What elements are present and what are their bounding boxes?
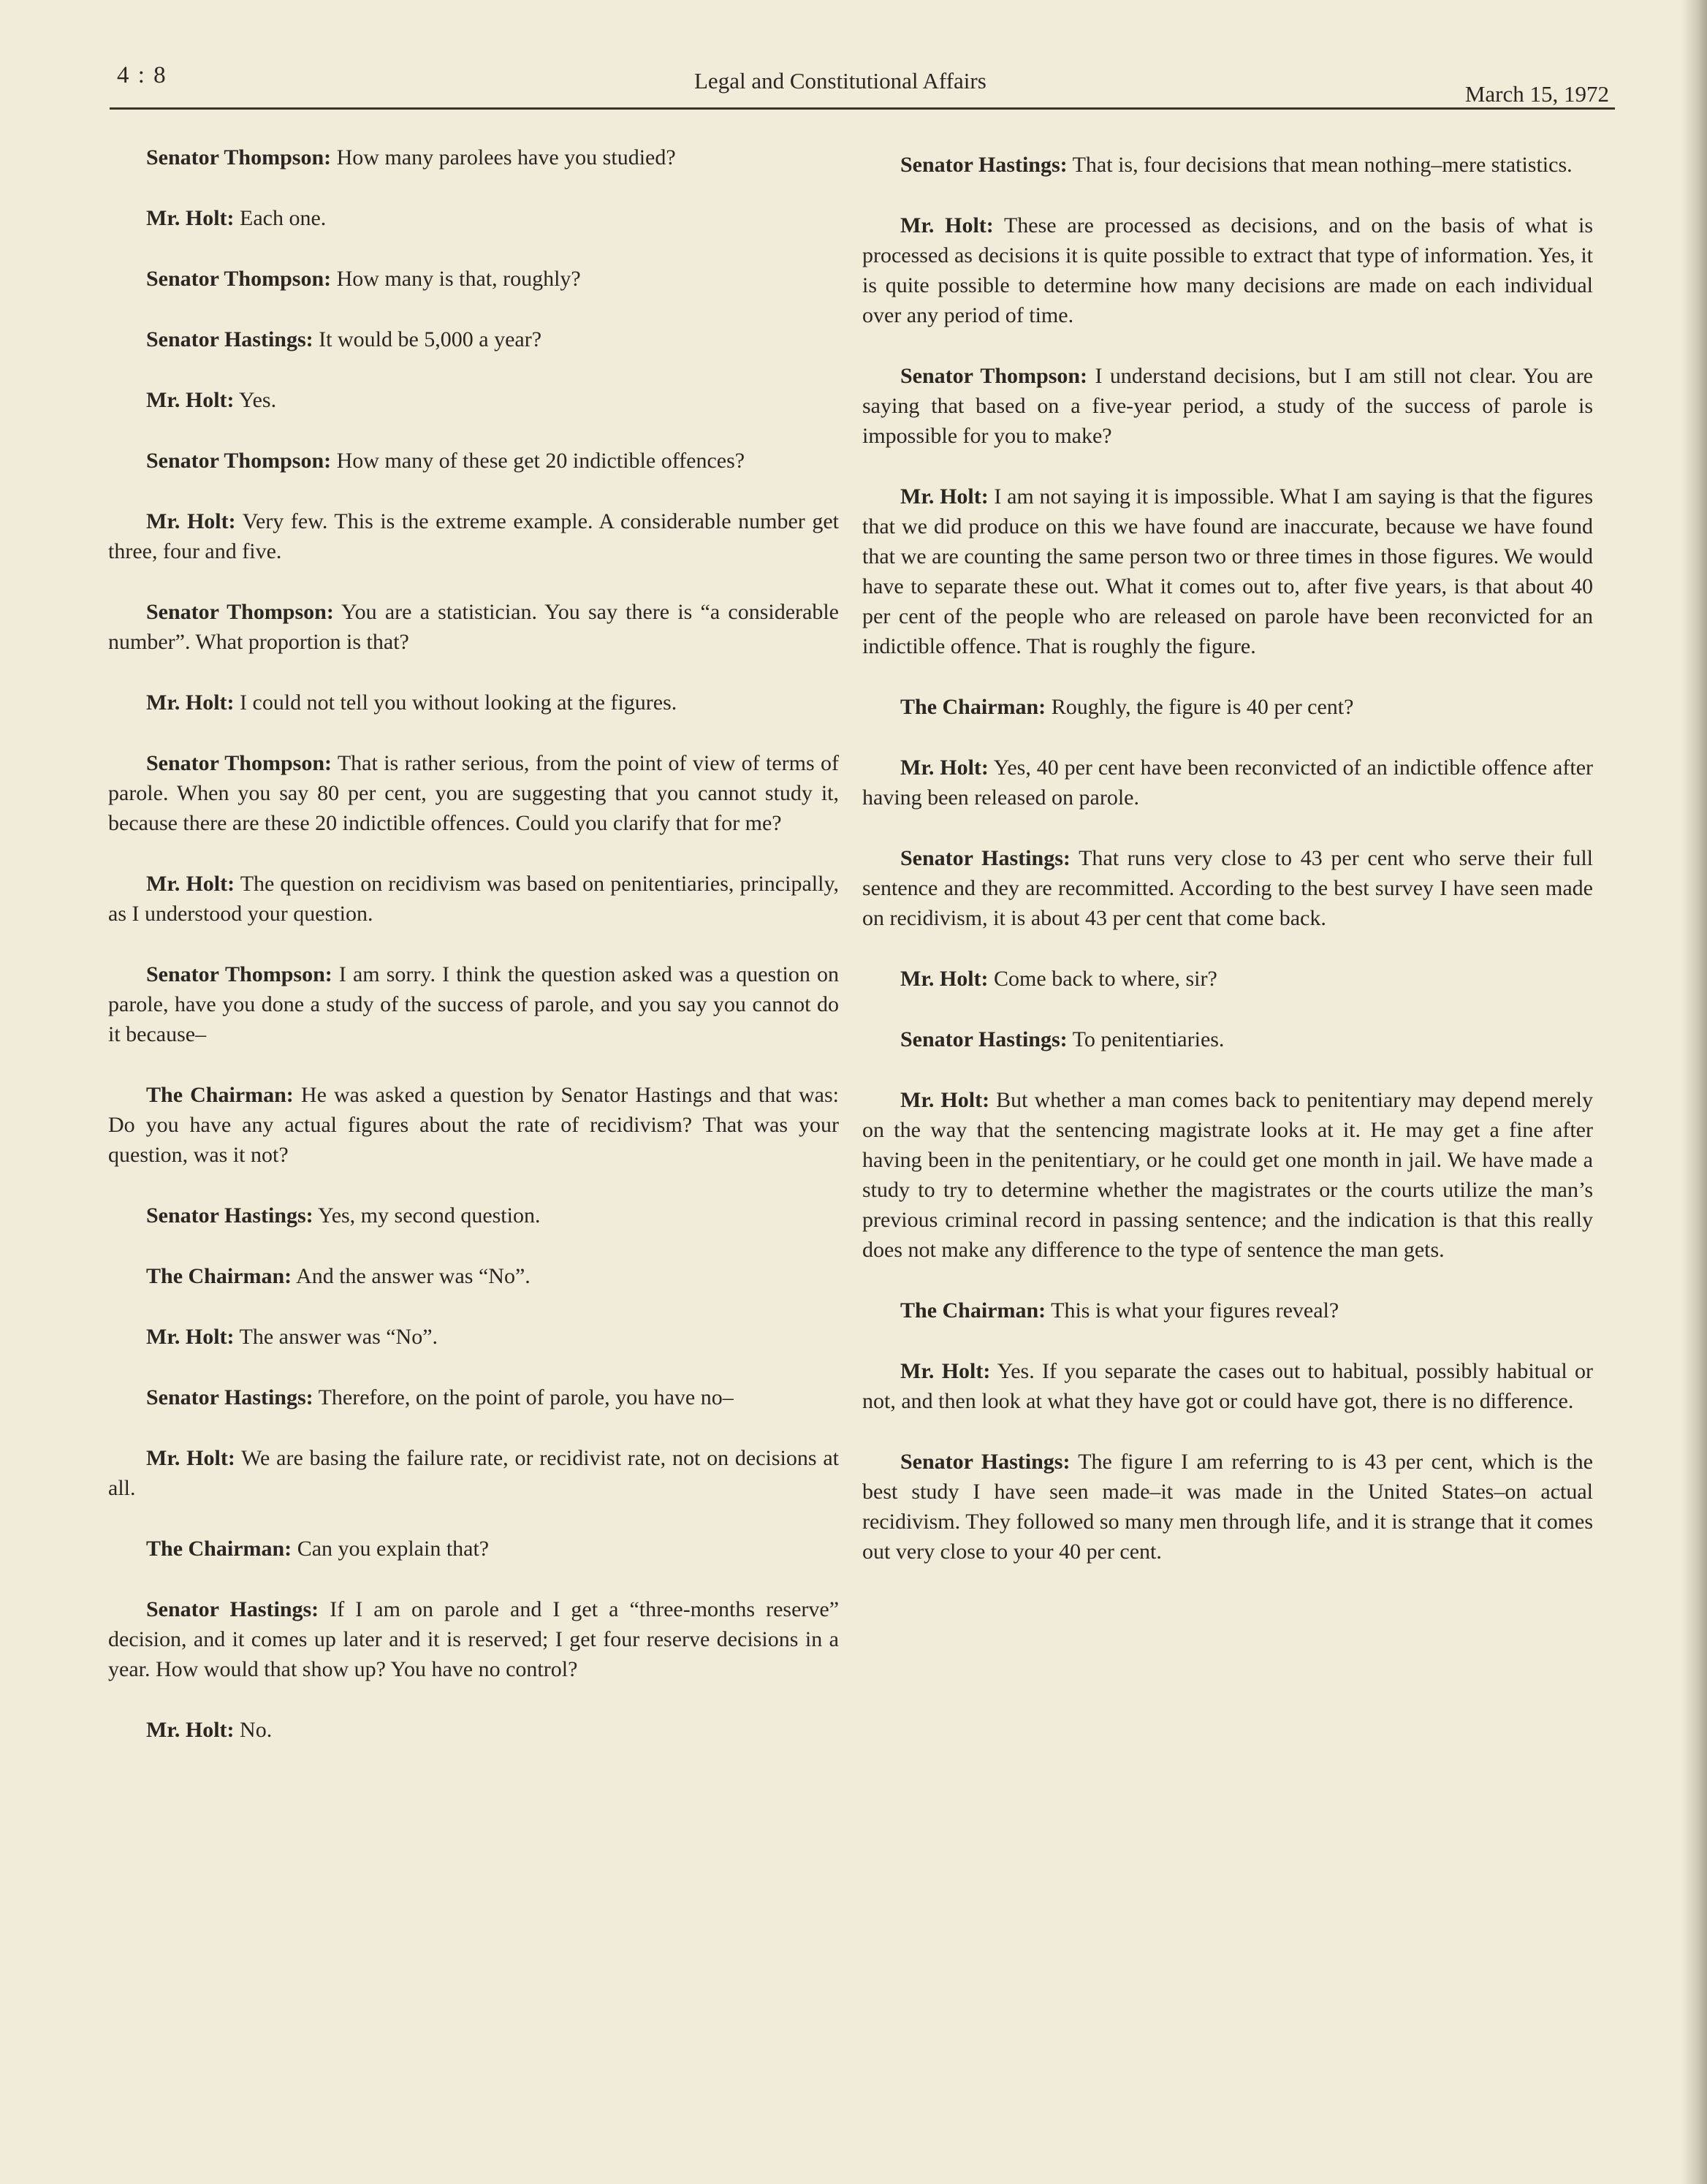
- speaker-name: Mr. Holt:: [900, 756, 989, 780]
- left-column: [108, 142, 839, 1776]
- speaker-name: Mr. Holt:: [900, 484, 989, 509]
- speaker-name: Senator Thompson:: [146, 962, 332, 986]
- transcript-paragraph: [108, 1080, 839, 1170]
- speech-text: These are processed as decisions, and on the basis of what is processed as decisions it is quite possible to extract that type of information. Yes, it is quite possible to determine how many decisions are made on each individual over any period of time.: [862, 213, 1593, 327]
- speech-text: How many is that, roughly?: [331, 267, 581, 291]
- speech-text: Yes, my second question.: [313, 1203, 541, 1228]
- speech-text: This is what your figures reveal?: [1046, 1298, 1339, 1323]
- transcript-paragraph: [862, 1447, 1593, 1567]
- transcript-paragraph: [862, 964, 1593, 994]
- speech-text: Yes.: [234, 388, 277, 412]
- header-date: March 15, 1972: [1464, 81, 1609, 107]
- speaker-name: Mr. Holt:: [146, 509, 236, 533]
- page-header: [110, 62, 1615, 110]
- speaker-name: Senator Hastings:: [146, 327, 313, 351]
- speech-text: The answer was “No”.: [234, 1325, 438, 1349]
- speech-text: If I am on parole and I get a “three-months reserve” decision, and it comes up later and it is reserved; I get four reserve decisions in a year. How would that show up? You have no control?: [108, 1597, 840, 1681]
- running-title: Legal and Constitutional Affairs: [694, 68, 986, 94]
- speech-text: That is rather serious, from the point of view of terms of parole. When you say 80 per cent, you are suggesting that you cannot study it, because there are these 20 indictible offences. Could you clarify that for me?: [108, 751, 840, 835]
- speech-text: That runs very close to 43 per cent who serve their full sentence and they are recommitted. According to the best survey I have seen made on recidivism, it is about 43 per cent that come back.: [862, 846, 1593, 930]
- transcript-paragraph: [862, 150, 1593, 180]
- speaker-name: Mr. Holt:: [146, 206, 235, 230]
- speaker-name: The Chairman:: [900, 1298, 1046, 1323]
- speech-text: We are basing the failure rate, or recidivist rate, not on decisions at all.: [108, 1446, 839, 1500]
- speech-text: Very few. This is the extreme example. A considerable number get three, four and five.: [108, 509, 839, 563]
- transcript-paragraph: [108, 1201, 839, 1230]
- speaker-name: Senator Hastings:: [146, 1597, 319, 1621]
- transcript-paragraph: [108, 1594, 839, 1684]
- speech-text: Roughly, the figure is 40 per cent?: [1046, 695, 1354, 719]
- page-edge-shadow: [1681, 0, 1707, 2184]
- speech-text: Come back to where, sir?: [988, 967, 1217, 991]
- transcript-paragraph: [862, 1295, 1593, 1325]
- speech-text: Yes. If you separate the cases out to habitual, possibly habitual or not, and then look at what they have got or could have got, there is no difference.: [862, 1359, 1593, 1413]
- transcript-paragraph: [108, 264, 839, 294]
- transcript-paragraph: [862, 843, 1593, 933]
- speaker-name: Mr. Holt:: [900, 967, 989, 991]
- transcript-paragraph: [108, 748, 839, 838]
- speech-text: Each one.: [234, 206, 327, 230]
- transcript-paragraph: [108, 959, 839, 1049]
- speech-text: Yes, 40 per cent have been reconvicted of an indictible offence after having been released on parole.: [862, 756, 1594, 810]
- speech-text: And the answer was “No”.: [292, 1264, 531, 1288]
- speaker-name: Mr. Holt:: [146, 872, 235, 896]
- transcript-paragraph: [108, 203, 839, 233]
- speaker-name: Senator Thompson:: [146, 267, 332, 291]
- speaker-name: The Chairman:: [900, 695, 1046, 719]
- transcript-paragraph: [108, 688, 839, 718]
- transcript-paragraph: [108, 1534, 839, 1564]
- speaker-name: Senator Thompson:: [146, 449, 332, 473]
- transcript-paragraph: [108, 1322, 839, 1352]
- transcript-paragraph: [108, 506, 839, 566]
- transcript-paragraph: [108, 324, 839, 354]
- speech-text: The figure I am referring to is 43 per cent, which is the best study I have seen made–it was made in the United States–on actual recidivism. They followed so many men through life, and it is strange that it comes out very close to your 40 per cent.: [862, 1450, 1593, 1564]
- speaker-name: Senator Thompson:: [146, 751, 332, 775]
- speaker-name: The Chairman:: [146, 1083, 294, 1107]
- speaker-name: Senator Thompson:: [900, 364, 1088, 388]
- transcript-paragraph: [108, 869, 839, 929]
- transcript-paragraph: [108, 446, 839, 476]
- speaker-name: Mr. Holt:: [900, 213, 994, 237]
- right-column: [862, 150, 1593, 1597]
- transcript-paragraph: [862, 1085, 1593, 1265]
- speech-text: The question on recidivism was based on penitentiaries, principally, as I understood your question.: [108, 872, 839, 926]
- speech-text: He was asked a question by Senator Hastings and that was: Do you have any actual figures about the rate of recidivism? That was your question, was it not?: [108, 1083, 839, 1167]
- speech-text: How many parolees have you studied?: [331, 145, 676, 170]
- transcript-paragraph: [862, 753, 1593, 813]
- speaker-name: The Chairman:: [146, 1537, 292, 1561]
- speech-text: Therefore, on the point of parole, you have no–: [313, 1385, 734, 1409]
- speaker-name: Senator Hastings:: [900, 153, 1068, 177]
- speech-text: Can you explain that?: [292, 1537, 490, 1561]
- speaker-name: Mr. Holt:: [900, 1359, 991, 1383]
- speaker-name: Senator Thompson:: [146, 600, 334, 624]
- speech-text: I understand decisions, but I am still not clear. You are saying that based on a five-year period, a study of the success of parole is impossible for you to make?: [862, 364, 1593, 448]
- speaker-name: Senator Thompson:: [146, 145, 332, 170]
- speaker-name: Senator Hastings:: [900, 846, 1071, 870]
- transcript-paragraph: [108, 385, 839, 415]
- speech-text: But whether a man comes back to penitentiary may depend merely on the way that the sentencing magistrate looks at it. He may get a fine after having been in the penitentiary, or he could get one month in jail. We have made a study to try to determine whether the magistrates or the courts utilize the man’s previous criminal record in passing sentence; and the indication is that this really does not make any difference to the type of sentence the man gets.: [862, 1088, 1593, 1262]
- transcript-paragraph: [862, 692, 1593, 722]
- speaker-name: Mr. Holt:: [146, 690, 235, 715]
- transcript-paragraph: [108, 1715, 839, 1745]
- transcript-paragraph: [862, 210, 1593, 330]
- speaker-name: Senator Hastings:: [146, 1203, 313, 1228]
- speaker-name: Senator Hastings:: [900, 1027, 1068, 1051]
- speaker-name: Mr. Holt:: [900, 1088, 990, 1112]
- speaker-name: Senator Hastings:: [146, 1385, 313, 1409]
- transcript-paragraph: [862, 361, 1593, 451]
- transcript-paragraph: [862, 1024, 1593, 1054]
- transcript-paragraph: [862, 482, 1593, 661]
- speech-text: You are a statistician. You say there is “a considerable number”. What proportion is that?: [108, 600, 839, 654]
- speaker-name: The Chairman:: [146, 1264, 292, 1288]
- speech-text: I am sorry. I think the question asked was a question on parole, have you done a study of the success of parole, and you say you cannot do it because–: [108, 962, 839, 1046]
- speech-text: No.: [234, 1718, 273, 1742]
- page-number: 4 : 8: [117, 62, 167, 88]
- speech-text: That is, four decisions that mean nothing–mere statistics.: [1067, 153, 1573, 177]
- speaker-name: Senator Hastings:: [900, 1450, 1071, 1474]
- speech-text: I am not saying it is impossible. What I am saying is that the figures that we did produce on this we have found are inaccurate, because we have found that we are counting the same person two or three times in those figures. We would have to separate these out. What it comes out to, after five years, is that about 40 per cent of the people who are released on parole have been reconvicted for an indictible offence. That is roughly the figure.: [862, 484, 1594, 658]
- transcript-paragraph: [108, 1443, 839, 1503]
- transcript-paragraph: [108, 1382, 839, 1412]
- transcript-paragraph: [108, 597, 839, 657]
- transcript-paragraph: [862, 1356, 1593, 1416]
- speech-text: To penitentiaries.: [1067, 1027, 1225, 1051]
- speaker-name: Mr. Holt:: [146, 1718, 235, 1742]
- speaker-name: Mr. Holt:: [146, 1446, 235, 1470]
- transcript-paragraph: [108, 142, 839, 172]
- speech-text: How many of these get 20 indictible offences?: [331, 449, 745, 473]
- speech-text: It would be 5,000 a year?: [313, 327, 542, 351]
- transcript-paragraph: [108, 1261, 839, 1291]
- speaker-name: Mr. Holt:: [146, 1325, 235, 1349]
- speech-text: I could not tell you without looking at the figures.: [234, 690, 677, 715]
- speaker-name: Mr. Holt:: [146, 388, 235, 412]
